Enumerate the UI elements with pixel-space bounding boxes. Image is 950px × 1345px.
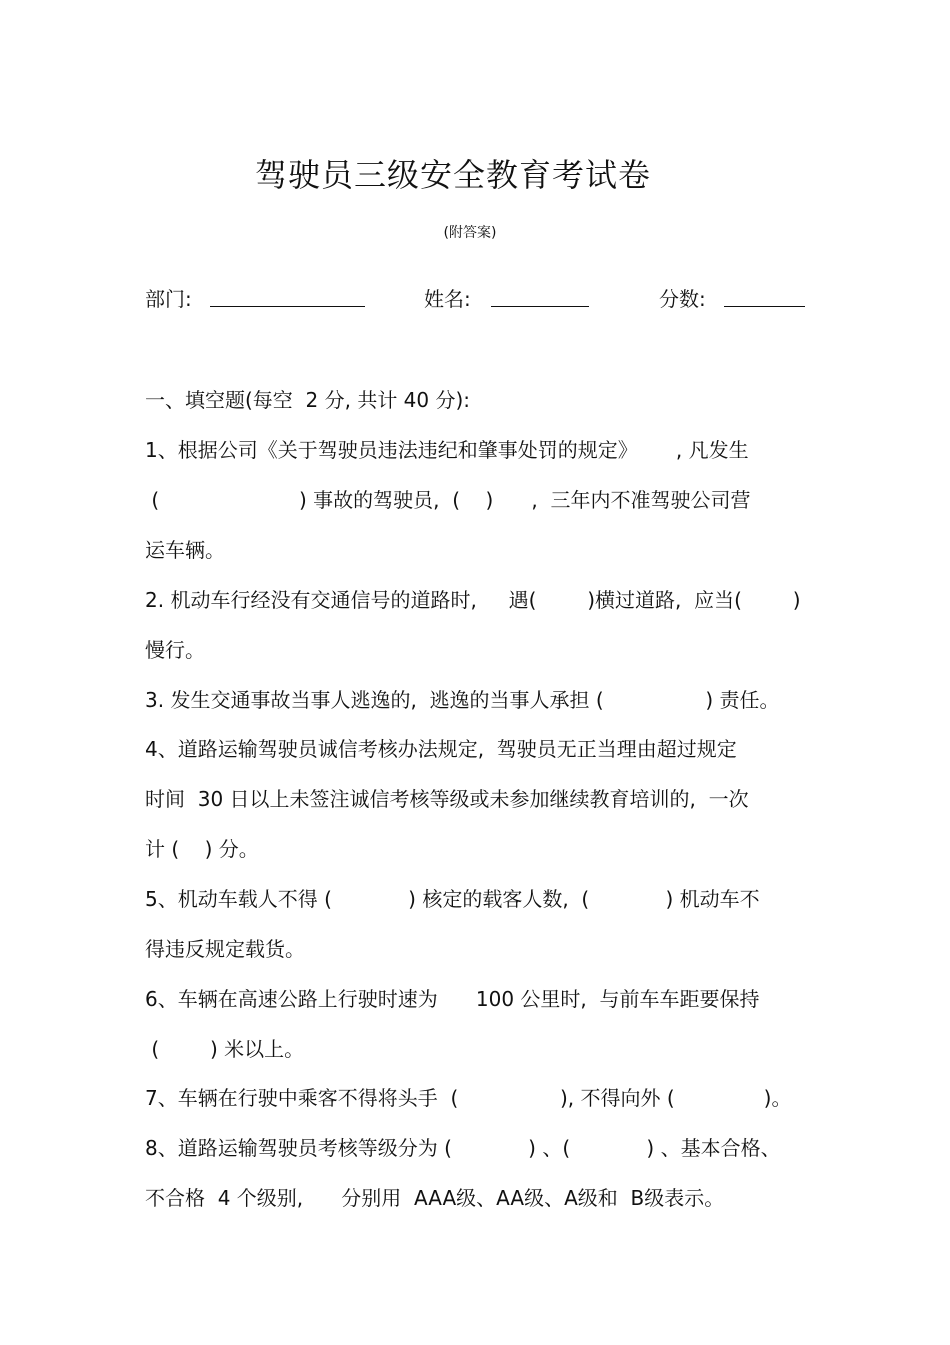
question-line: 得违反规定载货。 bbox=[145, 937, 305, 961]
question-line: 8、道路运输驾驶员考核等级分为 ( ) 、( ) 、基本合格、 bbox=[145, 1136, 781, 1160]
score-blank[interactable] bbox=[724, 306, 805, 307]
question-line: 2. 机动车行经没有交通信号的道路时, 遇( )横过道路, 应当( ) bbox=[145, 588, 801, 612]
question-line: 时间 30 日以上未签注诚信考核等级或未参加继续教育培训的, 一次 bbox=[145, 787, 749, 811]
question-line: 7、车辆在行驶中乘客不得将头手 ( ), 不得向外 ( )。 bbox=[145, 1086, 792, 1110]
name-blank[interactable] bbox=[491, 306, 589, 307]
question-line: 慢行。 bbox=[145, 638, 205, 662]
score-label: 分数: bbox=[659, 287, 706, 311]
section-heading: 一、填空题(每空 2 分, 共计 40 分): bbox=[145, 388, 471, 412]
question-line: 运车辆。 bbox=[145, 538, 225, 562]
name-label: 姓名: bbox=[424, 287, 471, 311]
question-line: 1、根据公司《关于驾驶员违法违纪和肇事处罚的规定》 , 凡发生 bbox=[145, 438, 749, 462]
question-line: ( ) 米以上。 bbox=[145, 1037, 305, 1061]
question-line: 计 ( ) 分。 bbox=[145, 837, 259, 861]
question-line: ( ) 事故的驾驶员, ( ) , 三年内不准驾驶公司营 bbox=[145, 488, 751, 512]
question-line: 6、车辆在高速公路上行驶时速为 100 公里时, 与前车车距要保持 bbox=[145, 987, 760, 1011]
department-blank[interactable] bbox=[210, 306, 365, 307]
question-line: 4、道路运输驾驶员诚信考核办法规定, 驾驶员无正当理由超过规定 bbox=[145, 737, 737, 761]
question-line: 5、机动车载人不得 ( ) 核定的载客人数, ( ) 机动车不 bbox=[145, 887, 760, 911]
exam-subtitle: (附答案) bbox=[443, 225, 497, 241]
question-line: 3. 发生交通事故当事人逃逸的, 逃逸的当事人承担 ( ) 责任。 bbox=[145, 688, 780, 712]
question-line: 不合格 4 个级别, 分别用 AAA级、AA级、A级和 B级表示。 bbox=[145, 1186, 725, 1210]
exam-title: 驾驶员三级安全教育考试卷 bbox=[254, 156, 651, 194]
department-label: 部门: bbox=[145, 287, 192, 311]
